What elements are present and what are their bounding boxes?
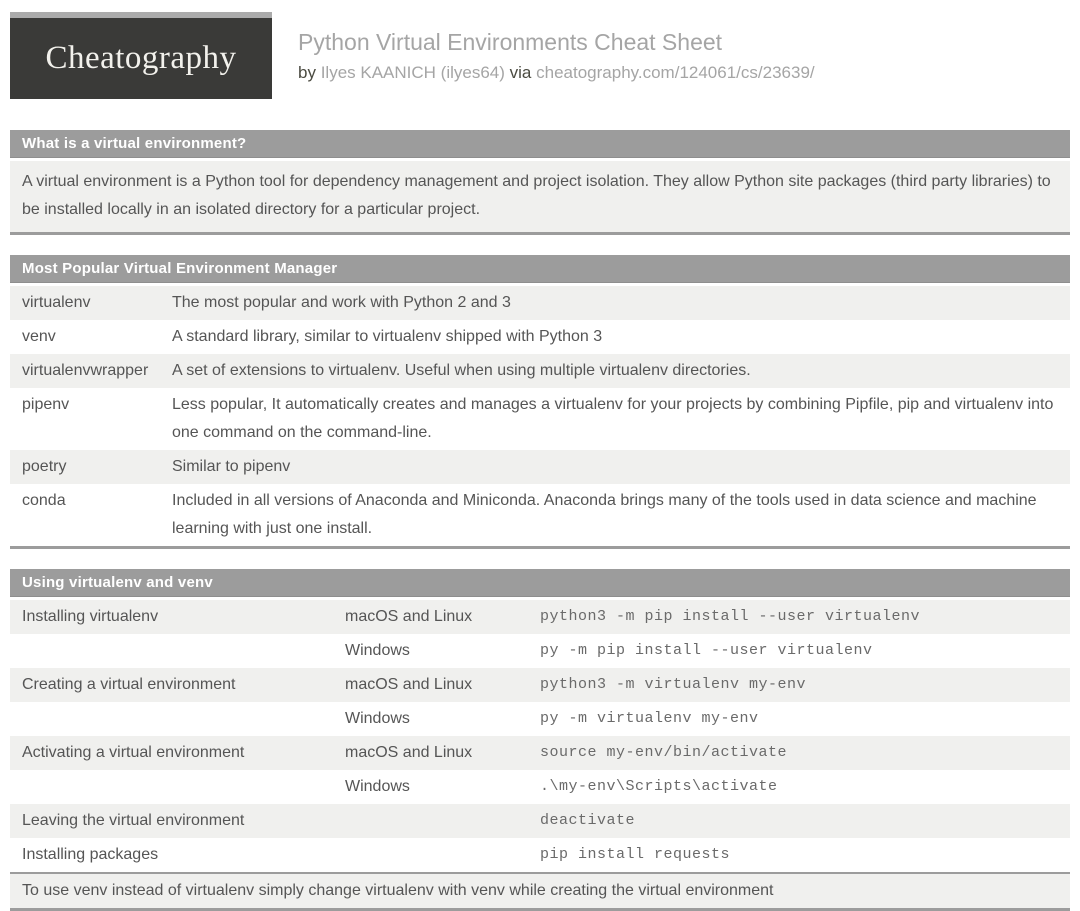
manager-description: Similar to pipenv [172,458,291,475]
usage-command: source my-env/bin/activate [540,744,788,761]
usage-command: py -m pip install --user virtualenv [540,642,873,659]
table-row [10,450,1070,484]
table-row [10,770,1070,804]
page-title: Python Virtual Environments Cheat Sheet [298,29,723,55]
usage-action: Activating a virtual environment [22,744,245,761]
usage-os: macOS and Linux [345,744,473,761]
usage-os [345,841,540,869]
byline-by: by [298,63,316,82]
table-row [10,804,1070,838]
usage-action: Creating a virtual environment [22,676,236,693]
cheatography-logo[interactable] [10,12,272,99]
usage-command: pip install requests [540,846,731,863]
manager-description: A standard library, similar to virtualenv shipped with Python 3 [172,328,603,345]
usage-os: Windows [345,778,410,795]
usage-action: Installing virtualenv [22,608,159,625]
table-row [10,634,1070,668]
section-popular-managers [10,255,1070,549]
usage-action [22,637,345,665]
usage-os: Windows [345,710,410,727]
section-managers-header: Most Popular Virtual Environment Manager [10,255,1070,283]
usage-os: macOS and Linux [345,608,473,625]
manager-name: pipenv [22,396,70,413]
managers-table [10,286,1070,546]
author-link[interactable]: Ilyes KAANICH (ilyes64) [320,63,505,82]
table-row [10,388,1070,450]
usage-command: python3 -m pip install --user virtualenv [540,608,921,625]
usage-command: deactivate [540,812,636,829]
table-row [10,600,1070,634]
page-header [0,0,1080,99]
manager-description: Less popular, It automatically creates and manages a virtualenv for your projects by combining Pipfile, pip and virtualenv into one command on the command-line. [172,396,1054,441]
table-row [10,354,1070,388]
usage-footer-note: To use venv instead of virtualenv simply change virtualenv with venv while creating the virtual environment [10,872,1070,908]
section-what-body [10,161,1070,232]
table-row [10,702,1070,736]
manager-name: poetry [22,458,67,475]
usage-os: Windows [345,642,410,659]
usage-action: Leaving the virtual environment [22,812,245,829]
table-row [10,286,1070,320]
table-row [10,320,1070,354]
usage-os: macOS and Linux [345,676,473,693]
manager-name: venv [22,328,56,345]
sheet-url-link[interactable]: cheatography.com/124061/cs/23639/ [536,63,815,82]
section-what-is-virtual-environment [10,130,1070,235]
header-text [298,12,815,99]
usage-os [345,807,540,835]
byline [298,63,815,83]
manager-name: conda [22,492,66,509]
manager-description: A set of extensions to virtualenv. Useful when using multiple virtualenv directories. [172,362,751,379]
section-using-virtualenv-venv [10,569,1070,911]
usage-command: python3 -m virtualenv my-env [540,676,807,693]
table-row [10,736,1070,770]
table-row [10,838,1070,872]
usage-table [10,600,1070,872]
byline-via: via [509,63,532,82]
section-what-header: What is a virtual environment? [10,130,1070,158]
manager-description: Included in all versions of Anaconda and Miniconda. Anaconda brings many of the tools used in data science and machine learning with just one install. [172,492,1037,537]
what-description: A virtual environment is a Python tool for dependency management and project isolation. They allow Python site packages (third party libraries) to be installed locally in an isolated directory for a particular project. [10,161,1070,232]
table-row [10,668,1070,702]
manager-name: virtualenv [22,294,91,311]
manager-name: virtualenvwrapper [22,362,149,379]
usage-action [22,705,345,733]
logo-text: Cheatography [45,40,237,76]
usage-command: .\my-env\Scripts\activate [540,778,778,795]
section-usage-header: Using virtualenv and venv [10,569,1070,597]
manager-description: The most popular and work with Python 2 and 3 [172,294,511,311]
usage-action [22,773,345,801]
usage-action: Installing packages [22,846,159,863]
table-row [10,484,1070,546]
usage-command: py -m virtualenv my-env [540,710,759,727]
